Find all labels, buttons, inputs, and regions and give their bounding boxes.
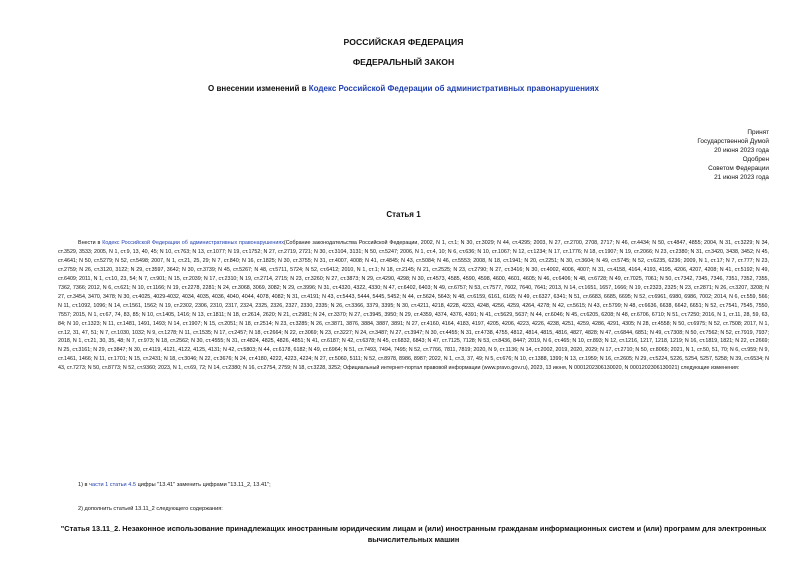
article-body [58,239,769,373]
adoption-accepted: Принят [747,129,769,136]
law-title-prefix: О внесении изменений в [208,84,309,93]
new-article-title: "Статья 13.11_2. Незаконное использование принадлежащих иностранным юридическим лицам и (или) иностранным гражданам информационных систем и (или) программ для электронных вычислительных машин [60,524,767,544]
amendment-item-1 [58,481,769,490]
amendment-item-1-suffix: цифры "13.41" заменить цифрами "13.11_2, 13.41"; [136,482,271,488]
adoption-approved: Одобрен [742,156,769,163]
adoption-council: Советом Федерации [708,165,769,172]
adoption-duma: Государственной Думой [697,138,769,145]
law-title [0,84,807,93]
amendment-item-1-prefix: 1) в [78,482,90,488]
law-type-heading: ФЕДЕРАЛЬНЫЙ ЗАКОН [352,57,455,67]
adoption-duma-date: 20 июня 2023 года [714,147,769,154]
adoption-council-date: 21 июня 2023 года [714,174,769,181]
amendment-item-2: 2) дополнить статьей 13.11_2 следующего содержания: [78,506,223,512]
country-heading: РОССИЙСКАЯ ФЕДЕРАЦИЯ [343,37,464,47]
law-title-code-link[interactable]: Кодекс Российской Федерации об административных правонарушениях [308,84,599,93]
amendment-item-1-link[interactable]: части 1 статьи 4.5 [89,482,137,488]
article-body-text: (Собрание законодательства Российской Федерации, 2002, N 1, ст.1; N 30, ст.3029; N 44, ст.4295; 2003, N 27, ст.2700, 2708, 2717; N 46, ст.4434; N 50, ст.4847, 4855; 2004, N 31, ст.3229; N 34, ст.3529, 3533; 2005, N 1, ст.9, 13, 40, 45; N 10, ст.763; N 13, ст.1077; N 19, ст.1752; N 27, ст.2719, 2721; N 30, ст.3104, 3131; N 50, ст.5247; 2006, N 1, ст.4, 10; N 6, ст.636; N 10, ст.1067; N 12, ст.1234; N 17, ст.1776; N 18, ст.1907; N 19, ст.2066; N 23, ст.2380; N 31, ст.3420, 3438, 3452; N 45, ст.4641; N 50, ст.5279; N 52, ст.5498; 2007, N 1, ст.21, 25, 29; N 7, ст.840; N 16, ст.1825; N 30, ст.3755; N 31, ст.4007, 4008; N 41, ст.4845; N 43, ст.5084; N 46, ст.5553; 2008, N 18, ст.1941; N 20, ст.2251; N 30, ст.3604; N 49, ст.5745; N 52, ст.6235, 6236; 2009, N 1, ст.17; N 7, ст.777; N 23, ст.2759; N 26, ст.3120, 3122; N 29, ст.3597, 3642; N 30, ст.3739; N 45, ст.5267; N 48, ст.5711, 5724; N 52, ст.6412; 2010, N 1, ст.1; N 18, ст.2145; N 21, ст.2525; N 23, ст.2790; N 27, ст.3416; N 30, ст.4002, 4006, 4007; N 31, ст.4158, 4164, 4193, 4195, 4206, 4207, 4208; N 41, ст.5192; N 49, ст.6409; 2011, N 1, ст.10, 23, 54; N 7, ст.901; N 15, ст.2039; N 17, ст.2310; N 19, ст.2714, 2715; N 23, ст.3260; N 27, ст.3873; N 29, ст.4290, 4298; N 30, ст.4573, 4585, 4590, 4598, 4600, 4601, 4605; N 46, ст.6406; N 48, ст.6728; N 49, ст.7025, 7061; N 50, ст.7342, 7345, 7346, 7351, 7352, 7355, 7362, 7366; 2012, N 6, ст.621; N 10, ст.1166; N 19, ст.2278, 2281; N 24, ст.3068, 3069, 3082; N 29, ст.3996; N 31, ст.4320, 4322, 4330; N 47, ст.6402, 6403; N 49, ст.6757; N 53, ст.7577, 7602, 7640, 7641; 2013, N 14, ст.1651, 1657, 1666; N 19, ст.2323, 2325; N 23, ст.2871; N 26, ст.3207, 3208; N 27, ст.3454, 3470, 3478; N 30, ст.4025, 4029-4032, 4034, 4035, 4036, 4040, 4044, 4078, 4082; N 31, ст.4191; N 43, ст.5443, 5444, 5445, 5452; N 44, ст.5624, 5643; N 48, ст.6159, 6161, 6165; N 49, ст.6327, 6341; N 51, ст.6683, 6685, 6695; N 52, ст.6961, 6980, 6986, 7002; 2014, N 6, ст.559, 566; N 11, ст.1092, 1096; N 14, ст.1561, 1562; N 19, ст.2302, 2306, 2310, 2317, 2324, 2325, 2326, 2327, 2330, 2335; N 26, ст.3366, 3379, 3395; N 30, ст.4211, 4218, 4228, 4233, 4248, 4256, 4259, 4264, 4278; N 42, ст.5615; N 43, ст.5799; N 48, ст.6636, 6638, 6642, 6651; N 52, ст.7541, 7545, 7550, 7557; 2015, N 1, ст.67, 74, 83, 85; N 10, ст.1405, 1416; N 13, ст.1811; N 18, ст.2614, 2620; N 21, ст.2981; N 24, ст.3370; N 27, ст.3945, 3950; N 29, ст.4359, 4374, 4376, 4391; N 41, ст.5629, 5637; N 44, ст.6046; N 45, ст.6205, 6208; N 48, ст.6706, 6710; N 51, ст.7250; 2016, N 1, ст.11, 28, 59, 63, 84; N 10, ст.1323; N 11, ст.1481, 1491, 1493; N 14, ст.1907; N 15, ст.2051; N 18, ст.2514; N 23, ст.3285; N 26, ст.3871, 3876, 3884, 3887, 3891; N 27, ст.4160, 4164, 4183, 4197, 4205, 4206, 4223, 4226, 4238, 4251, 4259, 4286, 4291, 4305; N 28, ст.4558; N 50, ст.6975; N 52, ст.7508; 2017, N 1, ст.12, 31, 47, 51; N 7, ст.1030, 1032; N 9, ст.1278; N 11, ст.1535; N 17, ст.2457; N 18, ст.2664; N 22, ст.3069; N 23, ст.3227; N 24, ст.3487; N 27, ст.3947; N 30, ст.4455; N 31, ст.4738, 4755, 4812, 4814, 4815, 4816, 4827, 4828; N 47, ст.6844, 6851; N 49, ст.7308; N 50, ст.7562; N 52, ст.7919, 7937; 2018, N 1, ст.21, 30, 35, 48; N 7, ст.973; N 18, ст.2562; N 30, ст.4555; N 31, ст.4824, 4825, 4826, 4851; N 41, ст.6187; N 42, ст.6378; N 45, ст.6832, 6843; N 47, ст.7125, 7128; N 53, ст.8436, 8447; 2019, N 6, ст.465; N 10, ст.893; N 12, ст.1216, 1217, 1218, 1219; N 16, ст.1819, 1821; N 22, ст.2669; N 25, ст.3161; N 29, ст.3847; N 30, ст.4119, 4121, 4122, 4125, 4131; N 42, ст.5803; N 44, ст.6178, 6182; N 49, ст.6964; N 51, ст.7493, 7494, 7495; N 52, ст.7766, 7811, 7819; 2020, N 9, ст.1136; N 14, ст.2002, 2019, 2020, 2029; N 17, ст.2710; N 50, ст.8065; 2021, N 1, ст.50, 51, 70; N 6, ст.959; N 9, ст.1461, 1466; N 11, ст.1701; N 15, ст.2431; N 18, ст.3046; N 22, ст.3676; N 24, ст.4180, 4222, 4223, 4224; N 27, ст.5060, 5111; N 52, ст.8978, 8986, 8987; 2022, N 1, ст.3, 37, 49; N 5, ст.676; N 10, ст.1388, 1399; N 13, ст.1959; N 16, ст.2605; N 29, ст.5224, 5226, 5254, 5257, 5258; N 39, ст.6534; N 43, ст.7273; N 50, ст.8773; N 52, ст.9360; 2023, N 1, ст.69, 72; N 14, ст.2380; N 16, ст.2754, 2759; N 18, ст.3228, 3252; Официальный интернет-портал правовой информации (www.pravo.gov.ru), 2023, 13 июня, N 0001202306130020, N 0001202306130021) следующие изменения: [58,240,770,372]
article-heading: Статья 1 [386,210,421,219]
article-code-link[interactable]: Кодекс Российской Федерации об административных правонарушениях [102,240,284,246]
adoption-block [569,128,769,182]
article-intro: Внести в [78,240,103,246]
